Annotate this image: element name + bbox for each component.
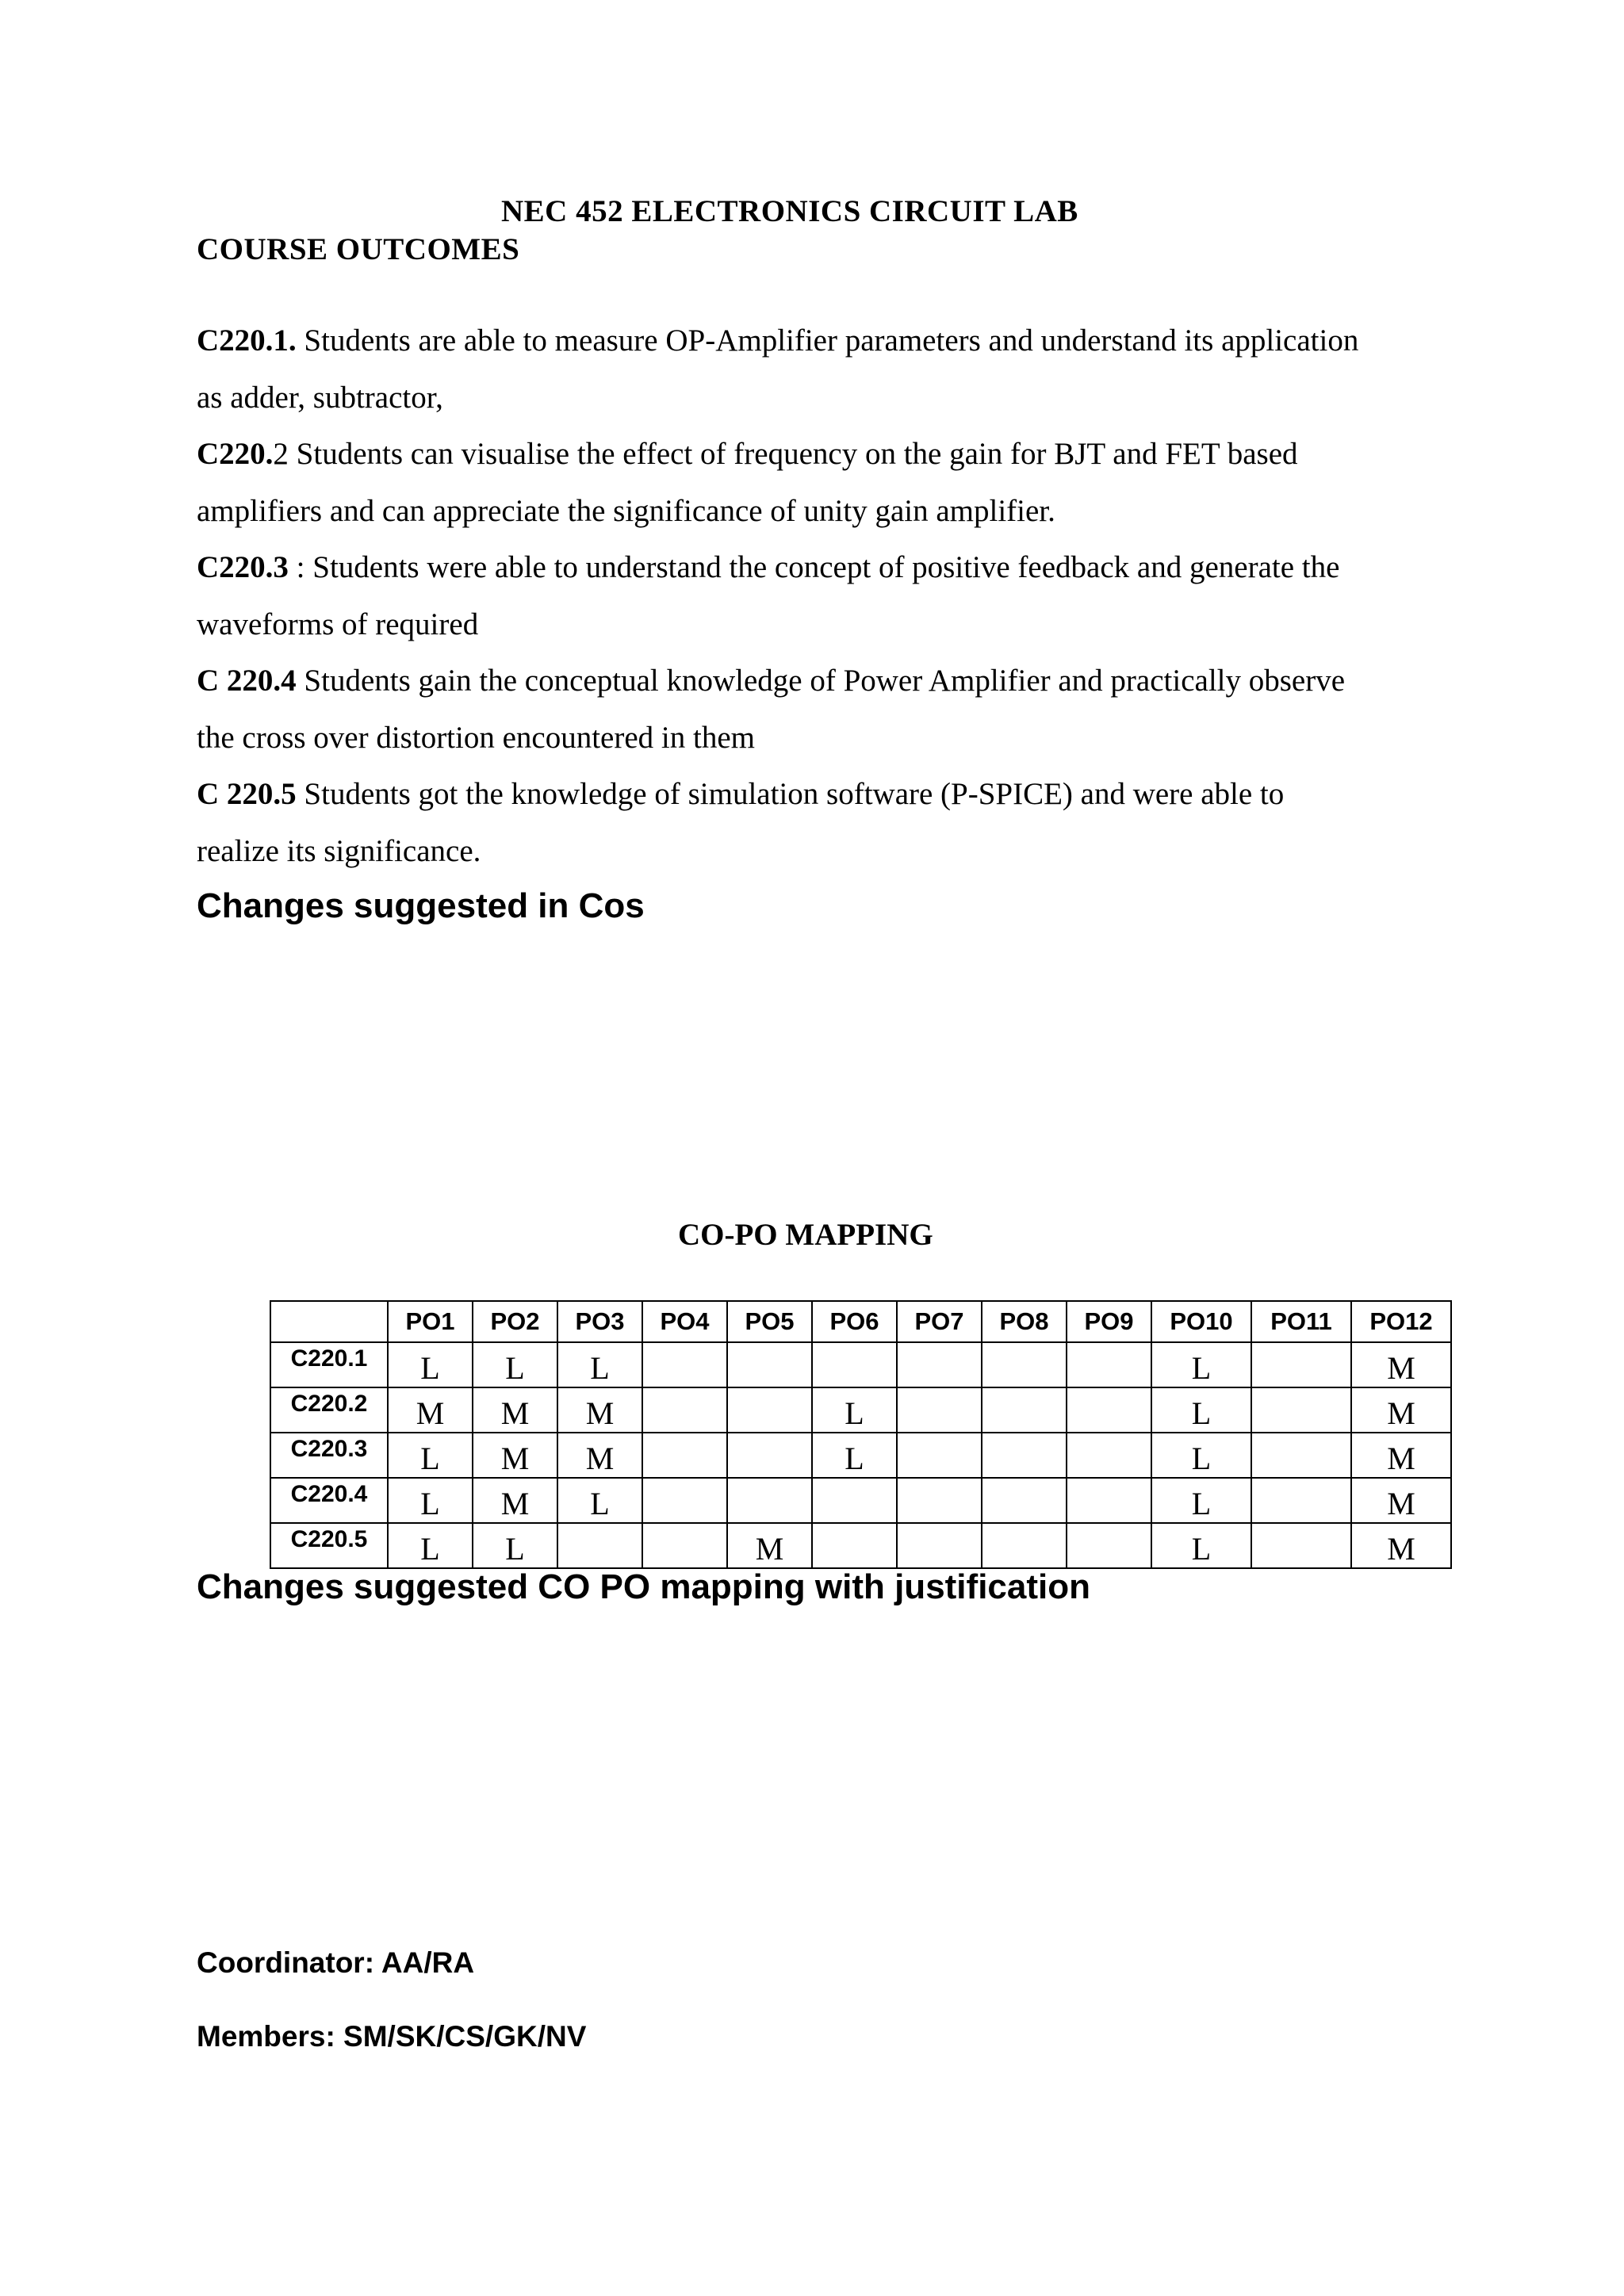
mapping-cell: L bbox=[557, 1478, 642, 1523]
mapping-cell bbox=[897, 1478, 982, 1523]
row-header-c220-5: C220.5 bbox=[270, 1523, 388, 1568]
course-outcomes-list bbox=[197, 312, 1434, 879]
table-row bbox=[270, 1523, 1451, 1568]
mapping-cell bbox=[727, 1478, 812, 1523]
members-line: Members: SM/SK/CS/GK/NV bbox=[197, 2020, 587, 2053]
mapping-cell bbox=[642, 1342, 727, 1387]
co-po-mapping-title: CO-PO MAPPING bbox=[678, 1218, 933, 1252]
mapping-cell bbox=[982, 1387, 1067, 1433]
mapping-cell: L bbox=[812, 1387, 897, 1433]
outcome-1-text: Students are able to measure OP-Amplifier parameters and understand its application bbox=[296, 323, 1359, 358]
changes-mapping-heading: Changes suggested CO PO mapping with justification bbox=[197, 1567, 1090, 1606]
column-header-po9: PO9 bbox=[1067, 1301, 1151, 1342]
outcome-5-code: C 220.5 bbox=[197, 777, 297, 811]
mapping-cell: L bbox=[557, 1342, 642, 1387]
coordinator-line: Coordinator: AA/RA bbox=[197, 1946, 475, 1979]
changes-cos-heading: Changes suggested in Cos bbox=[197, 886, 645, 925]
mapping-cell bbox=[1067, 1342, 1151, 1387]
mapping-cell bbox=[642, 1523, 727, 1568]
mapping-cell: L bbox=[1151, 1387, 1251, 1433]
outcome-2-line-2: amplifiers and can appreciate the significance of unity gain amplifier. bbox=[197, 493, 1055, 528]
outcome-4-text: Students gain the conceptual knowledge of Power Amplifier and practically observe bbox=[296, 664, 1346, 698]
outcome-5-line-2: realize its significance. bbox=[197, 833, 481, 868]
mapping-cell: M bbox=[1351, 1523, 1451, 1568]
mapping-cell: L bbox=[388, 1478, 473, 1523]
mapping-cell: M bbox=[557, 1433, 642, 1478]
mapping-cell bbox=[1251, 1433, 1351, 1478]
outcome-1-code: C220.1. bbox=[197, 323, 297, 358]
mapping-cell: L bbox=[473, 1342, 557, 1387]
mapping-cell: L bbox=[812, 1433, 897, 1478]
mapping-cell bbox=[727, 1387, 812, 1433]
mapping-cell bbox=[897, 1387, 982, 1433]
column-header-po11: PO11 bbox=[1251, 1301, 1351, 1342]
mapping-cell bbox=[982, 1342, 1067, 1387]
column-header-po8: PO8 bbox=[982, 1301, 1067, 1342]
mapping-cell: L bbox=[473, 1523, 557, 1568]
mapping-cell bbox=[1251, 1342, 1351, 1387]
mapping-cell bbox=[812, 1342, 897, 1387]
outcome-3-line-1 bbox=[197, 539, 1434, 596]
column-header-po10: PO10 bbox=[1151, 1301, 1251, 1342]
document-title: NEC 452 ELECTRONICS CIRCUIT LAB bbox=[501, 194, 1078, 228]
mapping-cell: M bbox=[1351, 1433, 1451, 1478]
mapping-cell bbox=[1251, 1478, 1351, 1523]
mapping-cell: M bbox=[473, 1478, 557, 1523]
column-header-po6: PO6 bbox=[812, 1301, 897, 1342]
mapping-cell bbox=[727, 1433, 812, 1478]
outcome-3-text: : Students were able to understand the concept of positive feedback and generate the bbox=[288, 550, 1340, 584]
column-header-po7: PO7 bbox=[897, 1301, 982, 1342]
mapping-cell bbox=[1067, 1387, 1151, 1433]
table-row bbox=[270, 1342, 1451, 1387]
outcome-1-line-1 bbox=[197, 312, 1434, 369]
outcome-3-line-2: waveforms of required bbox=[197, 607, 479, 641]
outcome-1-line-2: as adder, subtractor, bbox=[197, 380, 443, 415]
outcome-2-text: 2 Students can visualise the effect of frequency on the gain for BJT and FET based bbox=[273, 437, 1298, 471]
mapping-cell: L bbox=[388, 1342, 473, 1387]
mapping-cell bbox=[642, 1387, 727, 1433]
outcome-4-line-1 bbox=[197, 652, 1434, 710]
outcome-5-text: Students got the knowledge of simulation software (P-SPICE) and were able to bbox=[296, 777, 1285, 811]
mapping-cell: L bbox=[388, 1433, 473, 1478]
mapping-cell bbox=[727, 1342, 812, 1387]
row-header-c220-3: C220.3 bbox=[270, 1433, 388, 1478]
outcome-2-code: C220. bbox=[197, 437, 274, 471]
mapping-cell bbox=[557, 1523, 642, 1568]
mapping-cell: M bbox=[727, 1523, 812, 1568]
course-outcomes-heading: COURSE OUTCOMES bbox=[197, 232, 520, 266]
co-po-mapping-table bbox=[270, 1300, 1452, 1569]
row-header-c220-2: C220.2 bbox=[270, 1387, 388, 1433]
outcome-5-line-1 bbox=[197, 766, 1434, 823]
mapping-cell: M bbox=[1351, 1342, 1451, 1387]
table-row bbox=[270, 1387, 1451, 1433]
mapping-cell: L bbox=[1151, 1433, 1251, 1478]
mapping-cell: L bbox=[1151, 1342, 1251, 1387]
mapping-cell bbox=[897, 1342, 982, 1387]
outcome-4-line-2: the cross over distortion encountered in them bbox=[197, 720, 755, 755]
mapping-cell bbox=[812, 1478, 897, 1523]
mapping-cell bbox=[1067, 1433, 1151, 1478]
mapping-cell bbox=[982, 1478, 1067, 1523]
mapping-cell: M bbox=[557, 1387, 642, 1433]
mapping-cell: M bbox=[473, 1433, 557, 1478]
mapping-cell: M bbox=[1351, 1387, 1451, 1433]
column-header-po1: PO1 bbox=[388, 1301, 473, 1342]
mapping-cell bbox=[897, 1433, 982, 1478]
mapping-cell: M bbox=[1351, 1478, 1451, 1523]
table-row bbox=[270, 1478, 1451, 1523]
mapping-cell: M bbox=[473, 1387, 557, 1433]
column-header-po12: PO12 bbox=[1351, 1301, 1451, 1342]
mapping-cell bbox=[982, 1433, 1067, 1478]
mapping-cell bbox=[642, 1433, 727, 1478]
outcome-2-line-1 bbox=[197, 426, 1434, 483]
outcome-4-code: C 220.4 bbox=[197, 664, 297, 698]
row-header-c220-1: C220.1 bbox=[270, 1342, 388, 1387]
mapping-cell: L bbox=[388, 1523, 473, 1568]
mapping-cell bbox=[1067, 1523, 1151, 1568]
table-corner-cell bbox=[270, 1301, 388, 1342]
mapping-cell: L bbox=[1151, 1523, 1251, 1568]
row-header-c220-4: C220.4 bbox=[270, 1478, 388, 1523]
mapping-cell bbox=[642, 1478, 727, 1523]
column-header-po3: PO3 bbox=[557, 1301, 642, 1342]
mapping-cell bbox=[812, 1523, 897, 1568]
mapping-cell bbox=[1251, 1523, 1351, 1568]
mapping-cell bbox=[982, 1523, 1067, 1568]
column-header-po4: PO4 bbox=[642, 1301, 727, 1342]
column-header-po5: PO5 bbox=[727, 1301, 812, 1342]
mapping-cell: M bbox=[388, 1387, 473, 1433]
table-row bbox=[270, 1433, 1451, 1478]
table-header-row bbox=[270, 1301, 1451, 1342]
mapping-cell bbox=[1251, 1387, 1351, 1433]
mapping-cell: L bbox=[1151, 1478, 1251, 1523]
column-header-po2: PO2 bbox=[473, 1301, 557, 1342]
outcome-3-code: C220.3 bbox=[197, 550, 289, 584]
mapping-cell bbox=[897, 1523, 982, 1568]
mapping-cell bbox=[1067, 1478, 1151, 1523]
